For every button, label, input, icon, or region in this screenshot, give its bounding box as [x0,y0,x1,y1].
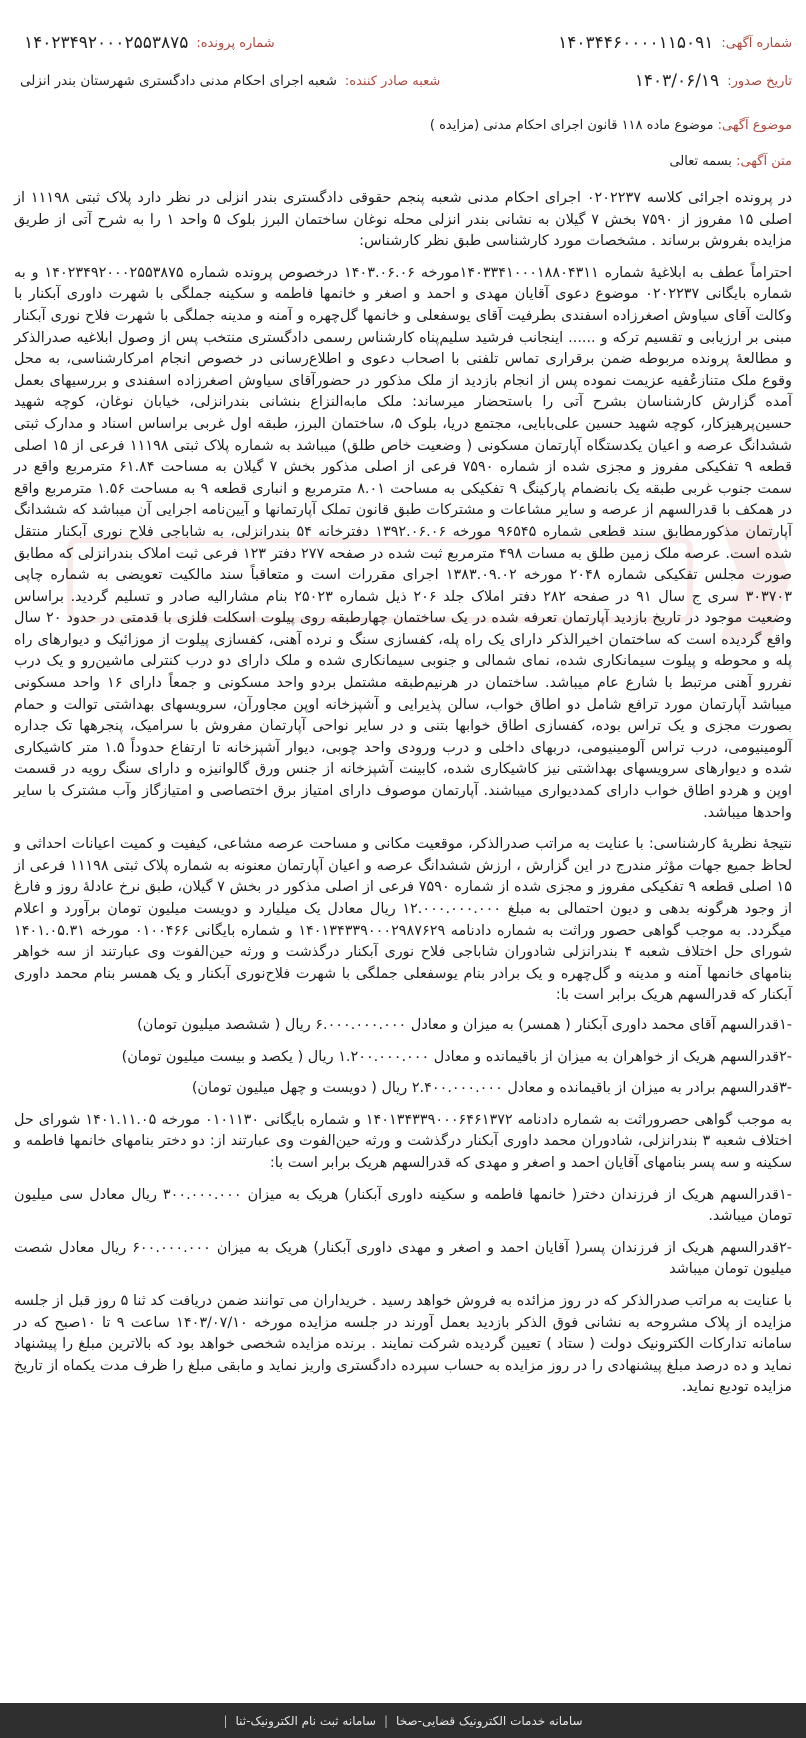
body-label: متن آگهی: [736,154,792,169]
case-number [24,33,275,53]
issue-date [635,71,792,91]
body-paragraph-heirs: به موجب گواهی حصروراثت به شماره دادنامه ۱۴۰۱۳۴۳۳۹۰۰۰۶۴۶۱۳۷۲ و شماره بایگانی ۰۱۰۱۱۳۰ مورخه ۱۴۰۱.۱۱.۰۵ شورای حل اختلاف شعبه ۳ بندرانزلی، شادوران محمد داوری آبکنار درگذشت و ورثه حین‌الفوت وی عبارتند از: دو دختر بنامهای خانمها فاطمه و سکینه و سه پسر بنامهای آقایان احمد و اصغر و مهدی که قدرالسهم هریک برابر است با: [14,1111,793,1171]
share-item: -۲قدرالسهم هریک از خواهران به میزان از باقیمانده و معادل ۱.۲۰۰.۰۰۰.۰۰۰ ریال ( یکصد و بیست میلیون تومان) [121,1048,792,1065]
subject-text: موضوع ماده ۱۱۸ قانون اجرای احکام مدنی (مزایده ) [429,118,714,133]
body-paragraph-conclusion: نتیجهٔ نظریهٔ کارشناسی: با عنایت به مراتب صدرالذکر، موقعیت مکانی و مساحت عرصه مشاعی، کیفیت و کمیت اعیانات احداثی و لحاظ جمیع جهات مؤثر مندرج در این گزارش ، ارزش ششدانگ عرصه و اعیان آپارتمان معنونه به شماره پلاک ثبتی ۱۱۱۹۸ فرعی از ۱۵ اصلی قطعه ۹ تفکیکی مفروز و مجزی شده از شماره ۷۵۹۰ فرعی از اصلی مذکور در بخش ۷ گیلان، طبق نرخ عادلهٔ روز و فارغ از وجود هرگونه بدهی و دیون احتمالی به مبلغ ۱۲.۰۰۰.۰۰۰.۰۰۰ ریال معادل یک میلیارد و دویست میلیون تومان برآورد و اعلام میگردد. به موجب گواهی حصور وراثت به شماره دادنامه ۱۴۰۱۳۴۳۳۹۰۰۰۲۹۸۷۶۲۹ و شماره بایگانی ۰۱۰۰۴۶۶ مورخه ۱۴۰۱.۰۵.۳۱ شورای حل اختلاف شعبه ۴ بندرانزلی شادوران شاباجی فلاح نوری آبکنار درگذشت و ورثه حین‌الفوت وی عبارتند از سه خواهر بنامهای خانمها آمنه و مدینه و گل‌چهره و یک برادر بنام یوسفعلی جملگی با شهرت فلاح‌نوری آبکنار و یک همسر بنام محمد داوری آبکنار که قدرالسهم هریک برابر است با: [14,836,792,1004]
share-item: -۳قدرالسهم برادر به میزان از باقیمانده و معادل ۲.۴۰۰.۰۰۰.۰۰۰ ریال ( دویست و چهل میلیون تومان) [191,1080,792,1097]
footer-separator: | [383,1713,389,1728]
footer-link-sana[interactable]: سامانه ثبت نام الکترونیک-ثنا [235,1713,376,1728]
meta-row-issuer [14,66,792,96]
footer-link-sakha[interactable]: سامانه خدمات الکترونیک قضایی-صخا [396,1713,583,1728]
share-item: -۲قدرالسهم هریک از فرزندان پسر( آقایان احمد و اصغر و مهدی داوری آبکنار) هریک به میزان ۶۰۰.۰۰۰.۰۰۰ ریال معادل شصت میلیون تومان میباشد [14,1239,792,1278]
case-number-label: شماره پرونده: [196,35,275,51]
notice-subject [14,118,792,133]
subject-label: موضوع آگهی: [717,118,792,133]
notice-body-label [14,154,792,169]
notice-number-value: ۱۴۰۳۴۴۶۰۰۰۰۱۱۵۰۹۱ [558,33,714,53]
body-paragraph-auction: با عنایت به مراتب صدرالذکر که در روز مزائده به فروش خواهد رسید . خریداران می توانند ضمن دریافت کد ثنا ۵ روز قبل از جلسه مزایده از پلاک مشروحه به نشانی فوق الذکر بازدید بعمل آورند در جلسه مزایده مورخه ۱۴۰۳/۰۷/۱۰ ساعت ۹ تا ۱۰صبح که در سامانه تدارکات الکترونیک دولت ( ستاد ) تعیین گردیده شرکت نمایند . برنده مزایده شخصی خواهد بود که بالاترین مبلغ را پیشنهاد نماید و ده درصد مبلغ پیشنهادی را در روز مزایده به حساب سپرده دادگستری واریز نماید و مابقی مبلغ را ظرف مدت یکماه از تاریخ مزایده تودیع نماید. [14,1292,792,1396]
meta-row-numbers [14,28,792,58]
notice-body [14,188,792,1409]
case-number-value: ۱۴۰۲۳۴۹۲۰۰۰۲۵۵۳۸۷۵ [24,33,189,53]
notice-number [558,33,792,53]
body-paragraph-intro: در پرونده اجرائی کلاسه ۰۲۰۲۲۳۷ اجرای احکام مدنی شعبه پنجم حقوقی دادگستری بندر انزلی در نظر دارد پلاک ثبتی ۱۱۱۹۸ از اصلی ۱۵ مفروز از ۷۵۹۰ بخش ۷ گیلان به نشانی بندر انزلی محله نوغان ساختمان البرز بلوک ۵ واحد ۱ را به شرح آتی از طریق مزایده بفروش برساند . مشخصات مورد کارشناسی طبق نظر کارشناس: [14,190,792,250]
body-paragraph-expert-report: احتراماً عطف به ابلاغیهٔ شماره ۱۴۰۳۳۴۱۰۰۰۱۸۸۰۴۳۱۱مورخه ۱۴۰۳.۰۶.۰۶ درخصوص پرونده شماره ۱۴۰۲۳۴۹۲۰۰۰۲۵۵۳۸۷۵ و به شماره بایگانی ۰۲۰۲۲۳۷ موضوع دعوی آقایان مهدی و احمد و اصغر و خانمها فاطمه و سکینه جملگی با شهرت داوری آبکنار با وکالت آقای سیاوش اصغرزاده اسفندی بطرفیت آقای یوسفعلی و خانمها گل‌چهره و آمنه و مدینه جملگی با شهرت فلاح نوری آبکنار مبنی بر ارزیابی و تقسیم ترکه و ...... اینجانب فرشید سلیم‌پناه کارشناس رسمی دادگستری منتخب پس از وصول ابلاغیه صدرالذکر و مطالعهٔ پرونده مربوطه ضمن برقراری تماس تلفنی با اصحاب دعوی و اطلاع‌رسانی در خصوص انجام امرکارشناسی، به محل وقوع ملک متنازعٌفیه عزیمت نموده پس از انجام بازدید از ملک مذکور در حضورآقای سیاوش اصغرزاده اسفندی و بررسیهای بعمل آمده گزارش کارشناسان بشرح آتی را باستحضار میرساند: ملک مابه‌النزاع بنشانی بندرانزلی، خیابان نوغان، کوچه شهید حسین‌پرهیزکار، کوچه شهید حسین علی‌بابایی، مجتمع دریا، بلوک ۵، ساختمان البرز، طبقه اول غربی براساس اسناد و مدارک ثبتی ششدانگ عرصه و اعیان یکدستگاه آپارتمان مسکونی ( وضعیت خاص طلق) میباشد به شماره پلاک ثبتی ۱۱۱۹۸ فرعی از ۱۵ اصلی قطعه ۹ تفکیکی مفروز و مجزی شده از شماره ۷۵۹۰ فرعی از اصلی مذکور بخش ۷ گیلان به مساحت ۶۱.۸۴ مترمربع واقع در سمت جنوب غربی طبقه یک بانضمام پارکینگ ۹ تفکیکی به مساحت ۸.۰۱ مترمربع و انباری قطعه ۹ به مساحت ۱.۵۶ مترمربع واقع در همکف با قدرالسهم از عرصه و سایر مشاعات و مشترکات طبق قانون تملک آپارتمانها و آیین‌نامه اجرایی آن میباشد که ششدانگ آپارتمان مذکورمطابق سند قطعی شماره ۹۶۵۴۵ مورخه ۱۳۹۲.۰۶.۰۶ دفترخانه ۵۴ بندرانزلی، به شاباجی فلاح نوری آبکنار منتقل شده است. عرصه ملک زمین طلق به مسات ۴۹۸ مترمربع ثبت شده در صفحه ۲۷۷ دفتر ۱۲۳ فرعی ثبت املاک بندرانزلی که مطابق صورت مجلس تفکیکی شماره ۲۰۴۸ مورخه ۱۳۸۳.۰۹.۰۲ اجرای مقررات است و متعاقباً سند مالکیت تعویضی به شماره چاپی ۳۰۳۷۰۳ سری ج سال ۹۱ در صفحه ۲۸۲ دفتر املاک جلد ۲۰۶ ذیل شماره ۲۵۰۲۳ بنام مشارالیه صادر و تسلیم گردید. براساس وضعیت موجود در تاریخ بازدید آپارتمان تعرفه شده در یک ساختمان چهارطبقه روی پیلوت اسکلت فلزی با قدمتی در حدود ۲۰ سال واقع گردیده است که ساختمان اخیرالذکر دارای یک راه پله، کفسازی سنگ و نرده آهنی، کفسازی پیلوت از موزائیک و دیوارهای راه پله و محوطه و پیلوت سیمانکاری شده، نمای شمالی و جنوبی سیمانکاری شده و ملک دارای دو درب کنترلی ماشین‌رو و یک درب نفررو آهنی مرتبط با شارع عام میباشد. ساختمان در هرنیم‌طبقه مشتمل بردو واحد مسکونی و جمعاً دارای ۱۶ واحد مسکونی میباشد آپارتمان مورد ترافع شامل دو اطاق خواب، سالن پذیرایی و آشپزخانه اوپن مجاورآن، سرویسهای بهداشتی توالت و حمام بصورت مجزی و یک تراس بوده، کفسازی اطاق خوابها بتنی و در سایر نواحی آپارتمان مفروش با سرامیک، پنجرهها تک جداره آلومینیومی، درب تراس آلومینیومی، دربهای داخلی و درب ورودی واحد چوبی، دیوار آشپزخانه تا ارتفاع حدوداً ۱.۵ متر کاشیکاری شده و دیوارهای سرویسهای بهداشتی نیز کاشیکاری شده، کابینت آشپزخانه از جنس ورق گالوانیزه و دارای سنگ رویه در قسمت اوپن و هردو اطاق خواب دارای کمددیواری میباشند. آپارتمان موصوف دارای امتیاز برق اختصاصی و امتیازگاز وآب مشترک با سایر واحدها میباشد. [14,264,793,821]
share-item: -۱قدرالسهم آقای محمد داوری آبکنار ( همسر) به میزان و معادل ۶.۰۰۰.۰۰۰.۰۰۰ ریال ( ششصد میلیون تومان) [137,1016,792,1033]
issuer-label: شعبه صادر کننده: [344,73,441,89]
body-heading: بسمه تعالی [669,154,732,169]
notice-number-label: شماره آگهی: [721,35,792,51]
issue-date-value: ۱۴۰۳/۰۶/۱۹ [634,71,720,91]
issue-date-label: تاریخ صدور: [727,73,792,89]
share-item: -۱قدرالسهم هریک از فرزندان دختر( خانمها فاطمه و سکینه داوری آبکنار) هریک به میزان ۳۰۰.۰۰۰.۰۰۰ ریال معادل سی میلیون تومان میباشد. [14,1186,792,1225]
footer-bar [0,1703,806,1738]
issuer-value: شعبه اجرای احکام مدنی دادگستری شهرستان بندر انزلی [20,73,337,89]
footer-separator: | [223,1713,228,1728]
issuer [20,73,440,89]
